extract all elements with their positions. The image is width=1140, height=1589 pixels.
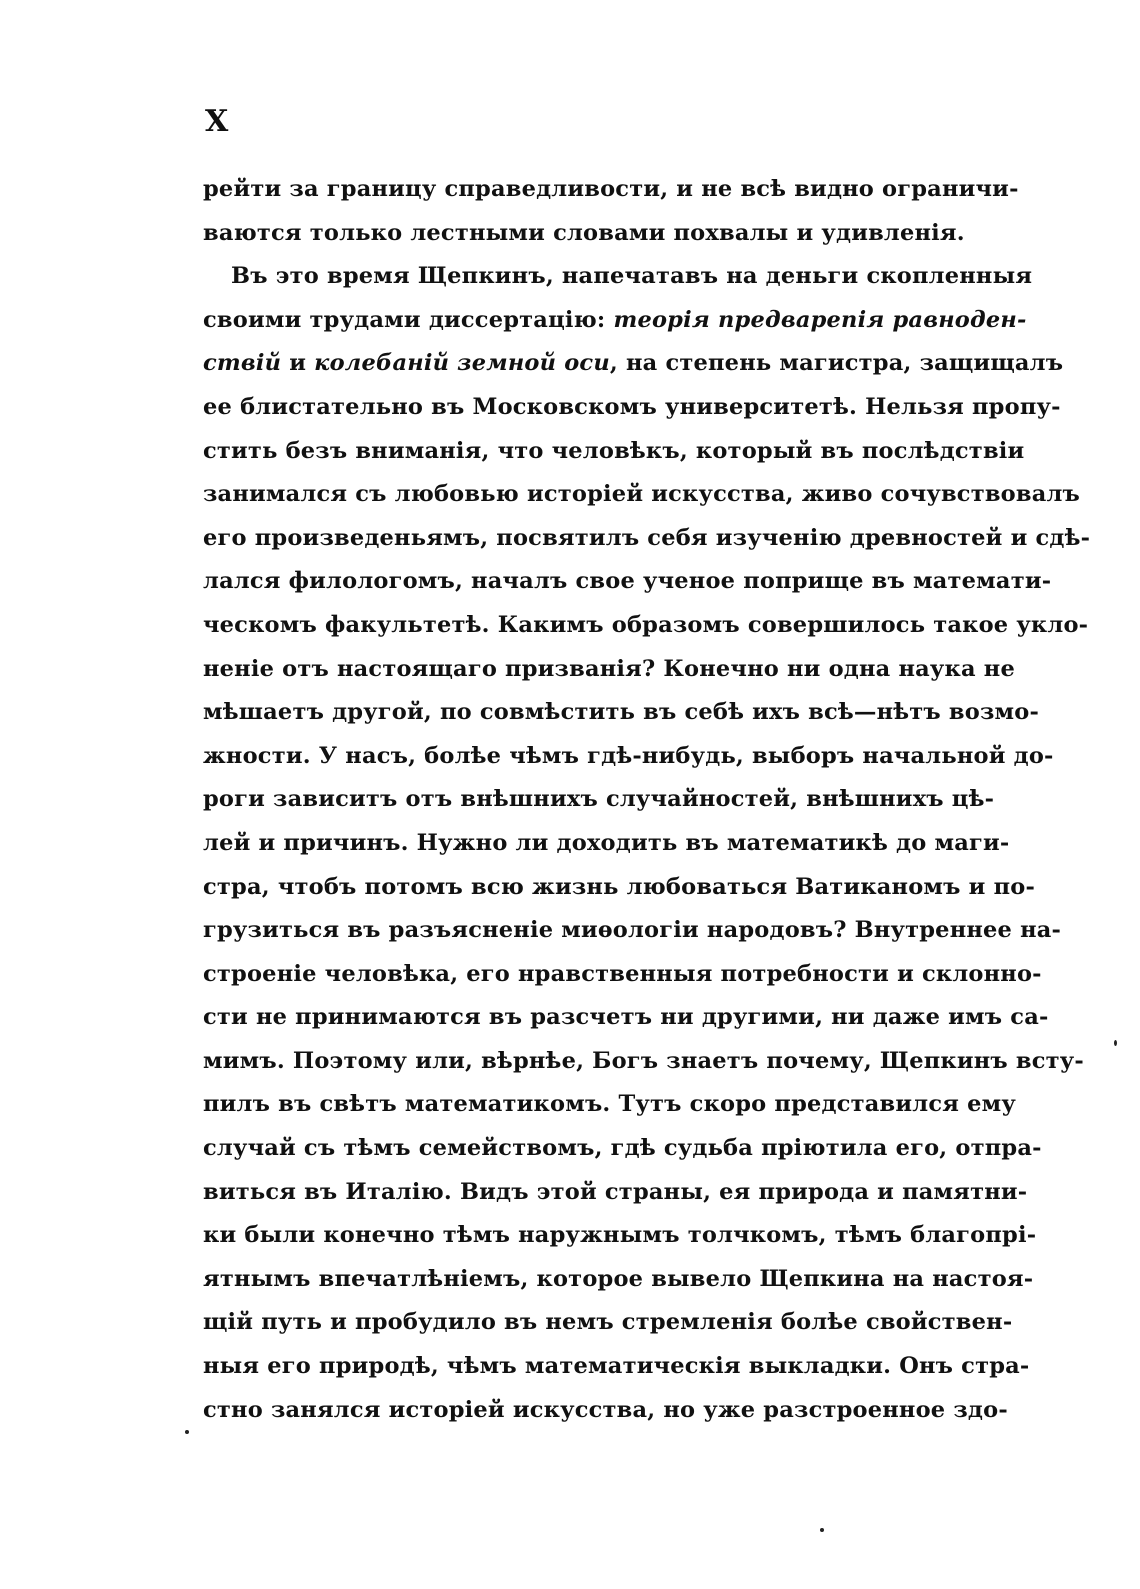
- text-line: неніе отъ настоящаго призванія? Конечно ни одна наука не: [203, 655, 1015, 682]
- text-line: сти не принимаются въ разсчетъ ни другими, ни даже имъ са-: [203, 1004, 1049, 1031]
- text-line: случай съ тѣмъ семействомъ, гдѣ судьба пріютила его, отпра-: [203, 1135, 1042, 1162]
- text-line: лей и причинъ. Нужно ли доходить въ математикѣ до маги-: [203, 829, 1010, 856]
- text-line: стра, чтобъ потомъ всю жизнь любоваться Ватиканомъ и по-: [203, 873, 1036, 900]
- text-line: ваются только лестными словами похвалы и удивленія.: [203, 219, 965, 246]
- text-line: виться въ Италію. Видъ этой страны, ея природа и памятни-: [203, 1178, 1028, 1205]
- text-line: ее блистательно въ Московскомъ университетѣ. Нельзя пропу-: [203, 393, 1061, 420]
- text-line: стно занялся исторіей искусства, но уже разстроенное здо-: [203, 1396, 1008, 1423]
- text-line: занимался съ любовью исторіей искусства, живо сочувствовалъ: [203, 481, 1081, 508]
- text-line: строеніе человѣка, его нравственныя потребности и склонно-: [203, 960, 1042, 987]
- italic-segment: колебаній земной оси: [314, 350, 610, 377]
- text-line: лался филологомъ, началъ свое ученое поприще въ математи-: [203, 568, 1052, 595]
- text-line: стить безъ вниманія, что человѣкъ, который въ послѣдствіи: [203, 437, 1025, 464]
- print-speck: [1114, 1040, 1117, 1046]
- text-line: щій путь и пробудило въ немъ стремленія болѣе свойствен-: [203, 1309, 1013, 1336]
- text-segment: и: [281, 350, 315, 377]
- print-speck: [185, 1430, 189, 1434]
- text-line: пилъ въ свѣтъ математикомъ. Тутъ скоро представился ему: [203, 1091, 1016, 1118]
- text-segment: своими трудами диссертацію:: [203, 306, 614, 333]
- text-line: Въ это время Щепкинъ, напечатавъ на деньги скопленныя: [231, 263, 1033, 290]
- page-number: X: [205, 104, 230, 139]
- italic-segment: ствій: [203, 350, 282, 377]
- text-line: [203, 342, 1064, 386]
- text-line: ятнымъ впечатлѣніемъ, которое вывело Щепкина на настоя-: [203, 1265, 1034, 1292]
- italic-segment: теорія предварепія равноден-: [613, 306, 1027, 333]
- text-line: ки были конечно тѣмъ наружнымъ толчкомъ, тѣмъ благопрі-: [203, 1222, 1037, 1249]
- text-segment: , на степень магистра, защищалъ: [609, 350, 1064, 377]
- text-line: роги зависитъ отъ внѣшнихъ случайностей, внѣшнихъ цѣ-: [203, 786, 995, 813]
- text-line: мѣшаетъ другой, по совмѣстить въ себѣ ихъ всѣ—нѣтъ возмо-: [203, 699, 1040, 726]
- text-line: жности. У насъ, болѣе чѣмъ гдѣ-нибудь, выборъ начальной до-: [203, 742, 1054, 769]
- text-line: рейти за границу справедливости, и не всѣ видно ограничи-: [203, 176, 1019, 202]
- print-speck: [820, 1528, 824, 1532]
- text-line: [203, 299, 1027, 343]
- text-line: ныя его природѣ, чѣмъ математическія выкладки. Онъ стра-: [203, 1353, 1030, 1380]
- text-line: его произведеньямъ, посвятилъ себя изученію древностей и сдѣ-: [203, 524, 1091, 551]
- text-line: грузиться въ разъясненіе миѳологіи народовъ? Внутреннее на-: [203, 917, 1062, 944]
- text-line: мимъ. Поэтому или, вѣрнѣе, Богъ знаетъ почему, Щепкинъ всту-: [203, 1047, 1084, 1074]
- text-line: ческомъ факультетѣ. Какимъ образомъ совершилось такое укло-: [203, 611, 1089, 638]
- body-text: [203, 168, 1091, 1432]
